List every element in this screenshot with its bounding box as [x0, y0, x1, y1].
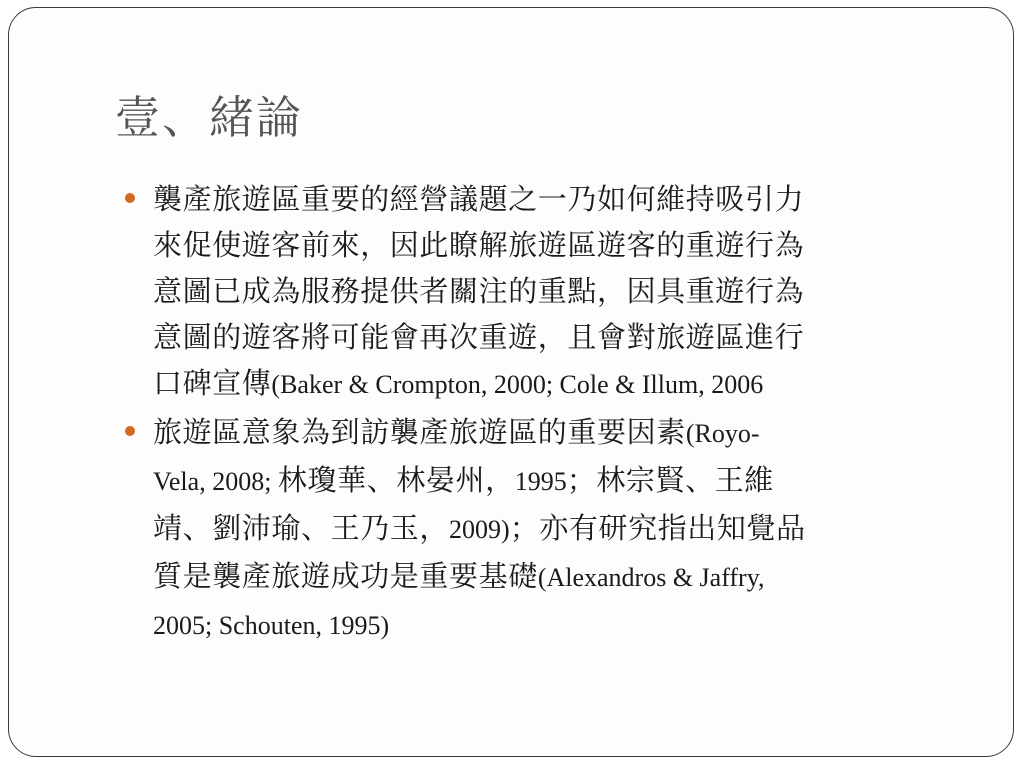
bullet-dot-icon: [125, 193, 135, 203]
slide-frame: [8, 7, 1014, 757]
bullet-1-line-5: [153, 360, 971, 408]
bullet-1-line-1: [153, 176, 971, 222]
cjk-text: 靖、劉沛瑜、王乃玉，: [153, 511, 450, 545]
bullet-list: [119, 176, 971, 650]
cjk-text: 旅遊區意象為到訪襲產旅遊區的重要因素: [153, 415, 686, 449]
bullet-dot-icon: [125, 426, 135, 436]
cjk-text: 來促使遊客前來，因此瞭解旅遊區遊客的重遊行為: [153, 228, 805, 262]
cjk-text: ；林宗賢、王維: [566, 463, 774, 497]
cjk-text: 意圖的遊客將可能會再次重遊，且會對旅遊區進行: [153, 320, 805, 354]
cjk-text: 質是襲產旅遊成功是重要基礎: [153, 559, 538, 593]
citation-text: 2005; Schouten, 1995): [153, 611, 390, 640]
bullet-1-line-2: [153, 222, 971, 268]
bullet-item-2: [119, 409, 971, 649]
cjk-text: 襲產旅遊區重要的經營議題之一乃如何維持吸引力: [153, 182, 805, 216]
cjk-text: 林瓊華、林晏州，: [277, 463, 515, 497]
citation-text: 2009): [449, 515, 510, 544]
bullet-2-line-2: [153, 457, 971, 505]
bullet-2-line-5: [153, 601, 971, 649]
bullet-2-line-1: [153, 409, 971, 457]
bullet-2-line-3: [153, 505, 971, 553]
citation-text: Vela, 2008;: [153, 467, 278, 496]
cjk-text: ；亦有研究指出知覺品: [509, 511, 806, 545]
bullet-1-line-3: [153, 268, 971, 314]
citation-text: (Baker & Crompton, 2000; Cole & Illum, 2006: [271, 370, 764, 399]
cjk-text: 意圖已成為服務提供者關注的重點，因具重遊行為: [153, 274, 805, 308]
bullet-1-line-4: [153, 314, 971, 360]
bullet-2-line-4: [153, 553, 971, 601]
bullet-item-1: [119, 176, 971, 408]
slide-title: 壹、緒論: [115, 91, 304, 144]
citation-text: (Alexandros & Jaffry,: [537, 563, 765, 592]
citation-text: 1995: [514, 467, 567, 496]
citation-text: (Royo-: [685, 419, 760, 448]
cjk-text: 口碑宣傳: [153, 366, 272, 400]
